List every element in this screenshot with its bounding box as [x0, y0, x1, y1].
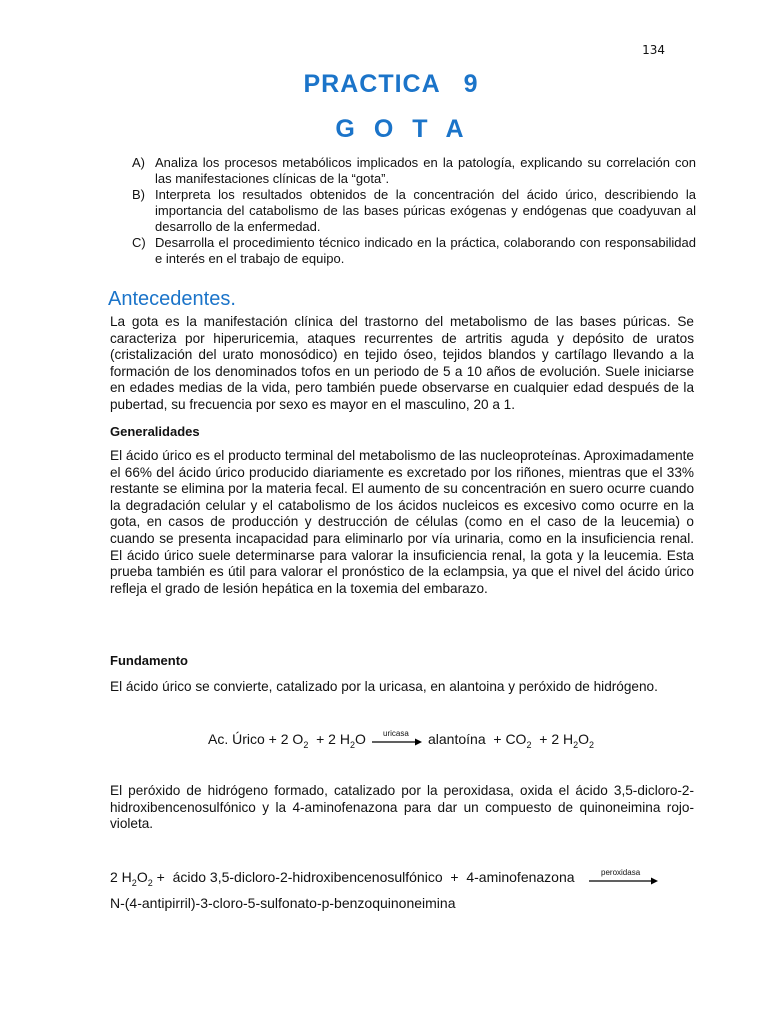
reaction-arrow-icon — [371, 737, 423, 747]
objective-item — [112, 235, 696, 267]
objective-item — [112, 155, 696, 187]
generalidades-paragraph: El ácido úrico es el producto terminal del metabolismo de las nucleoproteínas. Aproximadamente el 66% del ácido úrico producido diariamente es excretado por los riñones, mientras que el 33% restante se elimina por la materia fecal. El aumento de su concentración en suero ocurre cuando la degradación celular y el catabolismo de los ácidos nucleicos es excesivo como ocurre en la gota, en casos de producción y destrucción de células (como en el caso de la leucemia) o cuando se presenta incapacidad para eliminarlo por vía urinaria, como en la insuficiencia renal. El ácido úrico suele determinarse para valorar la insuficiencia renal, la gota y la leucemia. Esta prueba también es útil para valorar el pronóstico de la eclampsia, ya que el nivel del ácido úrico refleja el grado de lesión hepática en la toxemia del embarazo. — [110, 448, 694, 596]
objective-letter: A) — [132, 155, 145, 170]
objective-text: Interpreta los resultados obtenidos de la concentración del ácido úrico, describiendo la importancia del catabolismo de las bases púricas exógenas y endógenas que coadyuvan al desarrollo de la enfermedad. — [155, 187, 696, 234]
reaction-product: N-(4-antipirril)-3-cloro-5-sulfonato-p-benzoquinoneimina — [110, 895, 456, 911]
antecedentes-heading: Antecedentes. — [108, 288, 236, 310]
objective-item — [112, 187, 696, 235]
antecedentes-paragraph: La gota es la manifestación clínica del trastorno del metabolismo de las bases púricas. Se caracteriza por hiperuricemia, ataques recurrentes de artritis aguda y depósito de uratos (cristalización del urato monosódico) en tejido óseo, tejidos blandos y cartílago llevando a la formación de los denominados tofos en un periodo de 5 a 10 años de evolución. Suele iniciarse en edades medias de la vida, pero también puede observarse en cualquier edad después de la pubertad, su frecuencia por sexo es mayor en el masculino, 20 a 1. — [110, 314, 694, 412]
objective-letter: B) — [132, 187, 145, 202]
peroxidasa-label: peroxidasa — [601, 868, 641, 877]
peroxidase-reaction: 2 $H_2O_2$ + ácido 3,5-dicloro-2-hidroxibencenosulfónico + 4-aminofenazona — [110, 869, 575, 888]
objective-letter: C) — [132, 235, 146, 250]
objective-text: Analiza los procesos metabólicos implicados en la patología, explicando su correlación con las manifestaciones clínicas de la “gota”. — [155, 155, 696, 186]
generalidades-heading: Generalidades — [110, 424, 200, 439]
reaction-arrow-icon — [588, 876, 660, 886]
page-number: 134 — [642, 43, 665, 57]
objectives-list — [112, 155, 696, 267]
uricase-reaction-right: alantoína + $CO_2 + 2$ $H_2O_2$ — [428, 731, 595, 750]
fundamento-paragraph: El ácido úrico se convierte, catalizado por la uricasa, en alantoina y peróxido de hidrógeno. — [110, 679, 658, 694]
uricasa-label: uricasa — [383, 729, 409, 738]
fundamento-heading: Fundamento — [110, 653, 188, 668]
objective-text: Desarrolla el procedimiento técnico indicado en la práctica, colaborando con responsabilidad e interés en el trabajo de equipo. — [155, 235, 696, 266]
page-subtitle: G O T A — [335, 115, 470, 143]
peroxidase-paragraph: El peróxido de hidrógeno formado, catalizado por la peroxidasa, oxida el ácido 3,5-dicloro-2-hidroxibencenosulfónico y la 4-aminofenazona para dar un compuesto de quinoneimina rojo-violeta. — [110, 783, 694, 832]
uricase-reaction-left: Ac. Úrico + 2 $O_2 + 2$ $H_2O$ — [208, 731, 366, 750]
page-title: PRACTICA 9 — [303, 70, 479, 98]
